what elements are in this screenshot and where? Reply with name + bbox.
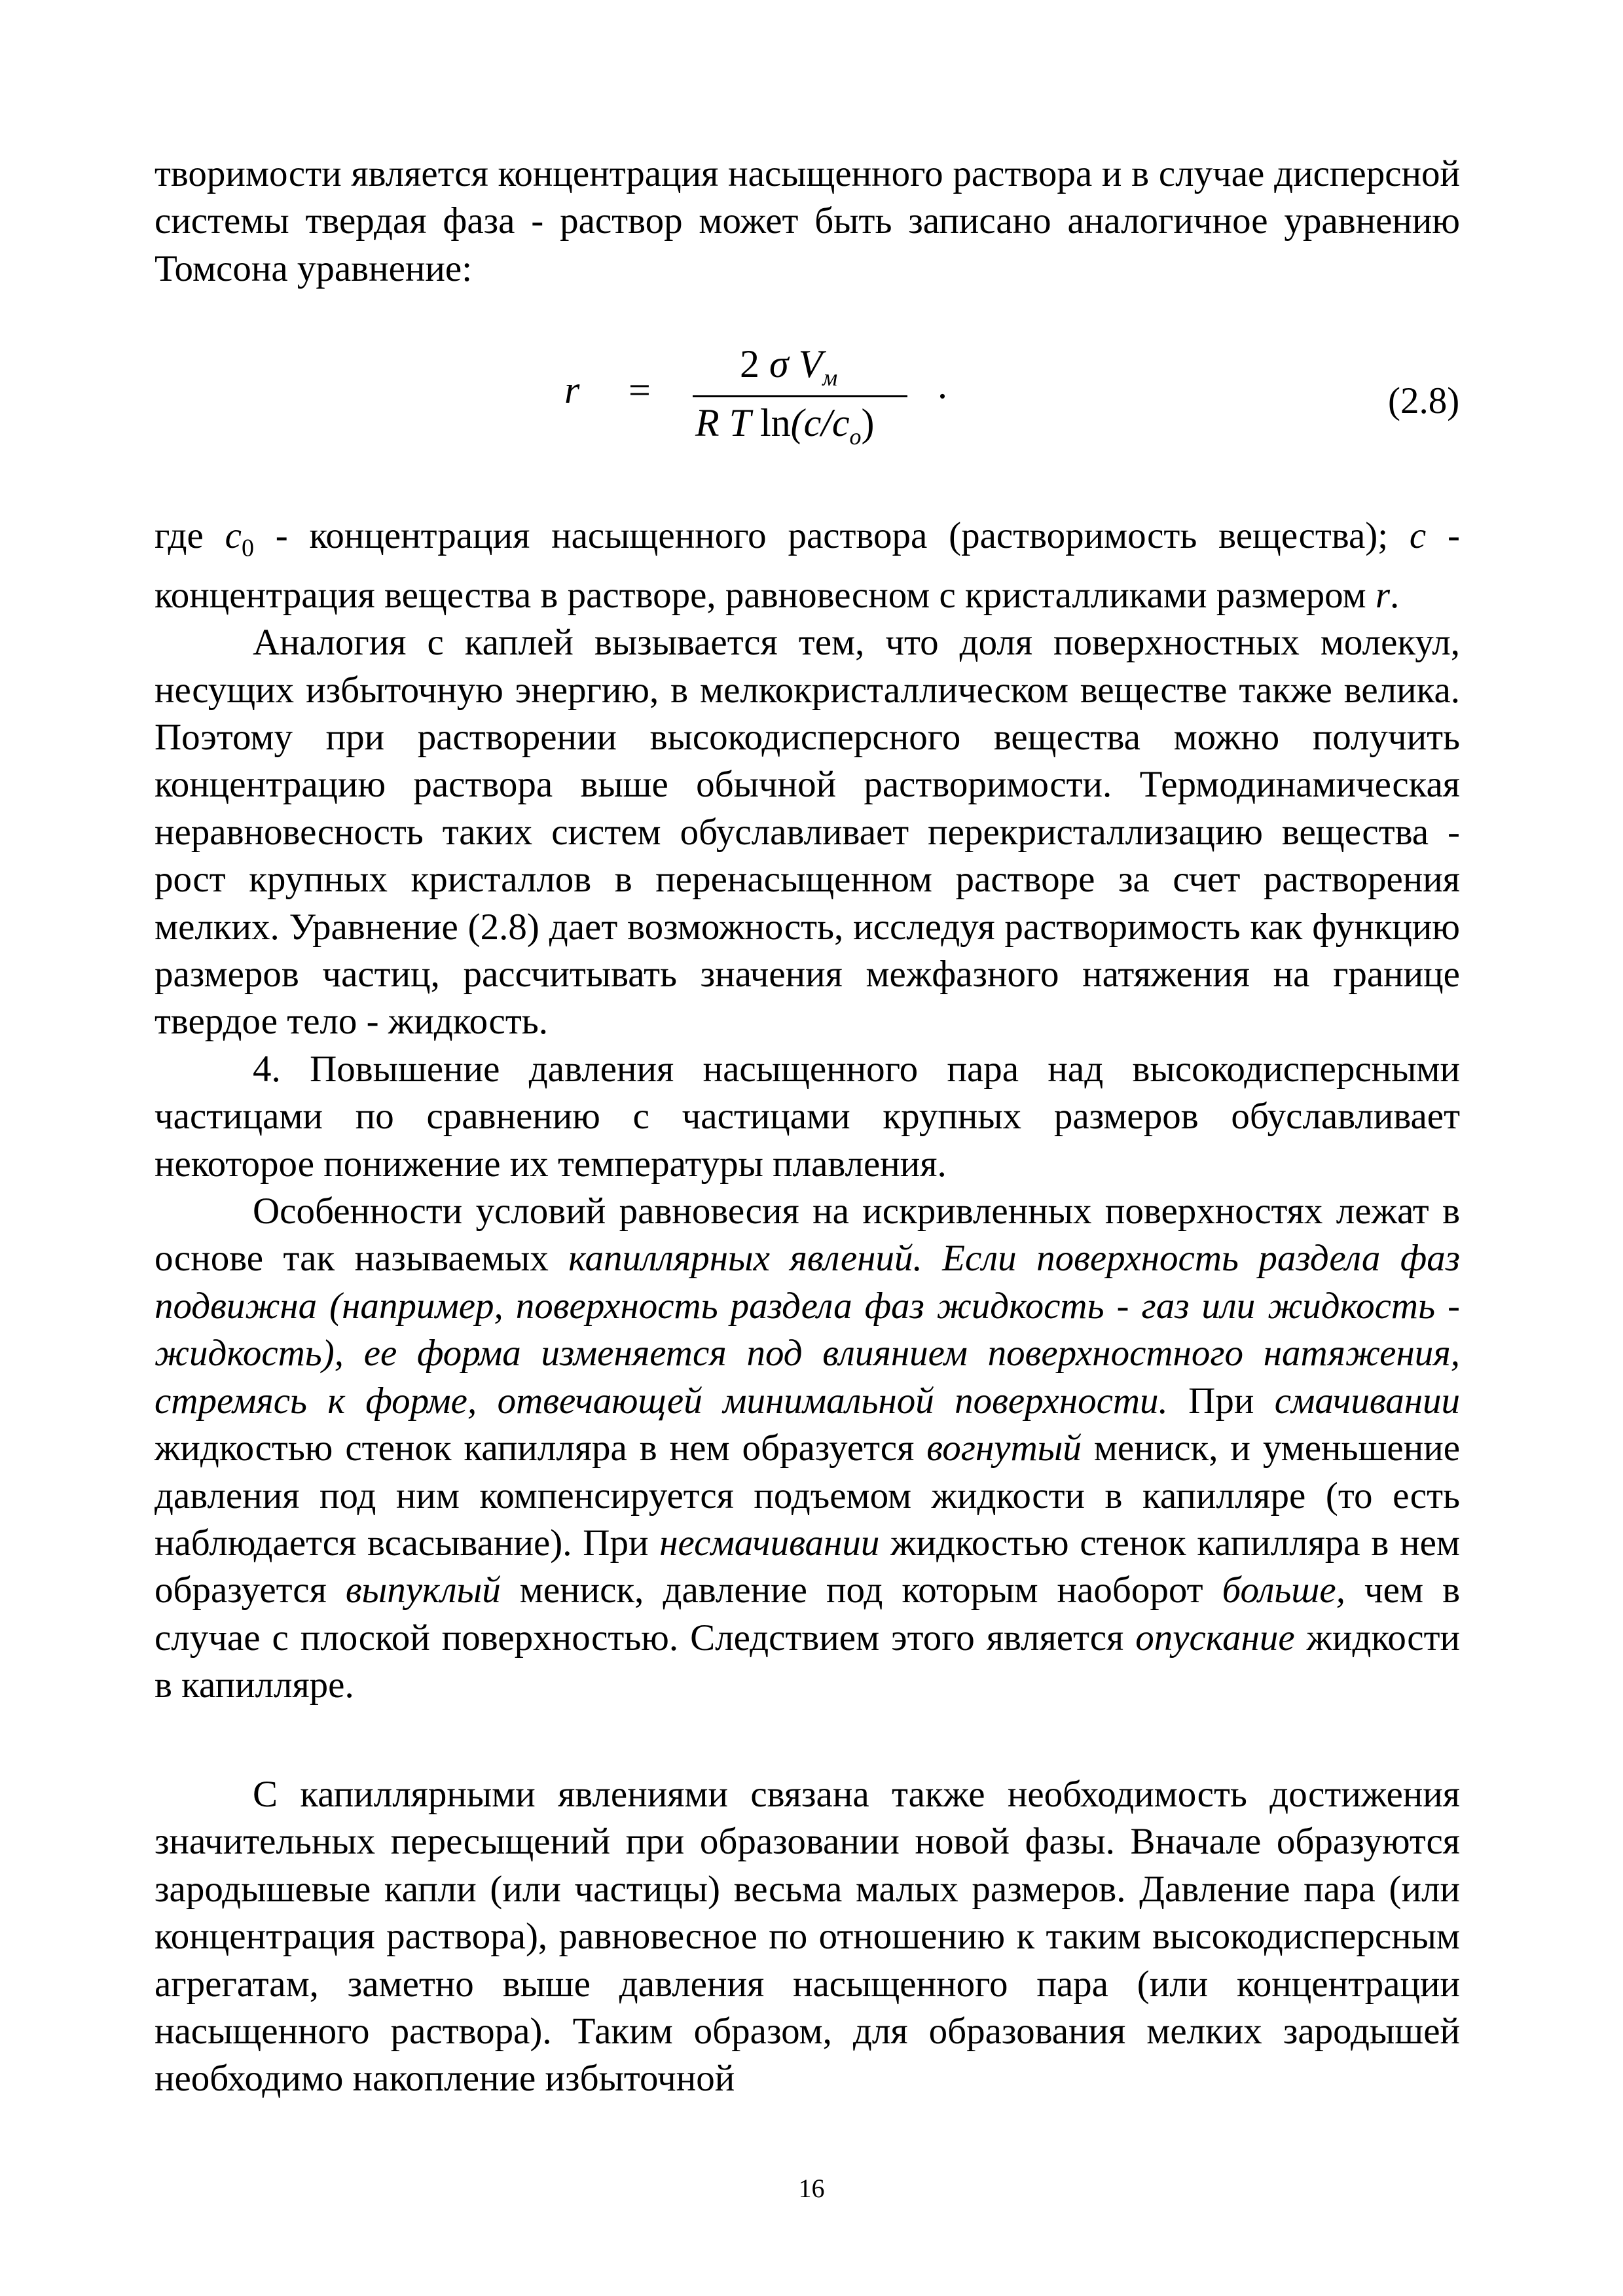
final-paragraph: С капиллярными явлениями связана также необходимость достижения значительных пересыщений при образовании новой фазы. Вначале образуются зародышевые капли (или частицы) весьма малых размеров. Давление пара (или концентрация раствора), равновесное по отношению к таким высокодисперсным агрегатам, заметно выше давления насыщенного пара (или концентрации насыщенного раствора). Таким образом, для образования мелких зародышей необходимо накопление избыточной	[155, 1774, 1460, 2100]
cap-text-4: мениск, и уменьшение давления под ним компенсируется подъемом жидкости в капилляре (то есть наблюдается всасывание). При	[155, 1427, 1460, 1564]
fraction-bar	[693, 395, 907, 397]
cap-italic-6: больше,	[1222, 1570, 1345, 1611]
intro-paragraph: творимости является концентрация насыщенного раствора и в случае дисперсной системы твердая фаза - раствор может быть записано аналогичное уравнению Томсона уравнение:	[155, 153, 1460, 289]
cap-italic-5: выпуклый	[345, 1570, 501, 1611]
c0-sub: 0	[241, 534, 254, 562]
cap-text-7: чем в случае с плоской поверхностью. Следствием этого является	[155, 1570, 1461, 1659]
formula-equals: =	[629, 368, 651, 412]
r-symbol: r	[1375, 574, 1391, 616]
page-number: 16	[798, 2174, 825, 2203]
cap-text-3: жидкостью стенок капилляра в нем образуется	[155, 1427, 927, 1469]
intro-block	[155, 151, 1460, 293]
denominator-rt: R T	[695, 401, 750, 444]
denominator-ln: ln	[759, 401, 791, 444]
formula-numerator	[740, 342, 837, 391]
equation-2-8	[0, 340, 1623, 471]
cap-italic-1: капиллярных явлений. Если поверхность раздела фаз подвижна (например, поверхность раздела фаз жидкость - газ или жидкость - жидкость), ее форма изменяется под влиянием поверхностного натяжения, стремясь к форме, отвечающей минимальной поверхности.	[155, 1238, 1461, 1422]
cap-text-1: Особенности условий равновесия на искривленных поверхностях лежат в основе так называемых	[155, 1191, 1460, 1280]
c-symbol: c	[1409, 515, 1427, 556]
denominator-arg-sub: o	[849, 423, 862, 450]
equation-number: (2.8)	[1388, 380, 1460, 422]
formula-dot: .	[938, 363, 947, 406]
numerator-coef: 2	[740, 342, 759, 386]
capillary-paragraph	[155, 1188, 1460, 1709]
c0-symbol: c	[225, 515, 242, 556]
formula-lhs: r	[564, 368, 580, 412]
main-block	[155, 512, 1460, 1710]
numerator-v: V	[798, 342, 823, 386]
numerator-sigma: σ	[769, 342, 789, 386]
final-block	[155, 1771, 1460, 2103]
analogy-paragraph: Аналогия с каплей вызывается тем, что доля поверхностных молекул, несущих избыточную энергию, в мелкокристаллическом веществе также велика. Поэтому при растворении высокодисперсного вещества можно получить концентрацию раствора выше обычной растворимости. Термодинамическая неравновесность таких систем обуславливает перекристаллизацию вещества - рост крупных кристаллов в перенасыщенном растворе за счет растворения мелких. Уравнение (2.8) дает возможность, исследуя растворимость как функцию размеров частиц, рассчитывать значения межфазного натяжения на границе твердое тело - жидкость.	[155, 622, 1460, 1043]
item4-paragraph: 4. Повышение давления насыщенного пара над высокодисперсными частицами по сравнению с частицами крупных размеров обуславливает некоторое понижение их температуры плавления.	[155, 1048, 1460, 1185]
cap-italic-4: несмачивании	[659, 1522, 880, 1564]
cap-italic-2: смачивании	[1274, 1380, 1460, 1422]
c-definition: - концентрация вещества в растворе, равновесном с кристалликами размером	[155, 515, 1461, 616]
where-paragraph	[155, 512, 1460, 619]
cap-text-5: жидкостью стенок капилляра в нем образуется	[155, 1522, 1460, 1611]
numerator-v-sub: м	[822, 365, 838, 391]
formula-denominator	[695, 401, 875, 450]
cap-italic-7: опускание	[1135, 1617, 1295, 1659]
cap-italic-3: вогнутый	[926, 1427, 1082, 1469]
cap-text-2: При	[1167, 1380, 1275, 1422]
cap-text-8: жидкости в капилляре.	[155, 1617, 1460, 1706]
where-end: .	[1390, 574, 1400, 616]
cap-text-6: мениск, давление под которым наоборот	[500, 1570, 1222, 1611]
c0-definition: - концентрация насыщенного раствора (растворимость вещества);	[253, 515, 1410, 556]
denominator-arg: (c/c	[790, 401, 850, 444]
where-lead: где	[155, 515, 225, 556]
denominator-close: )	[861, 401, 875, 444]
